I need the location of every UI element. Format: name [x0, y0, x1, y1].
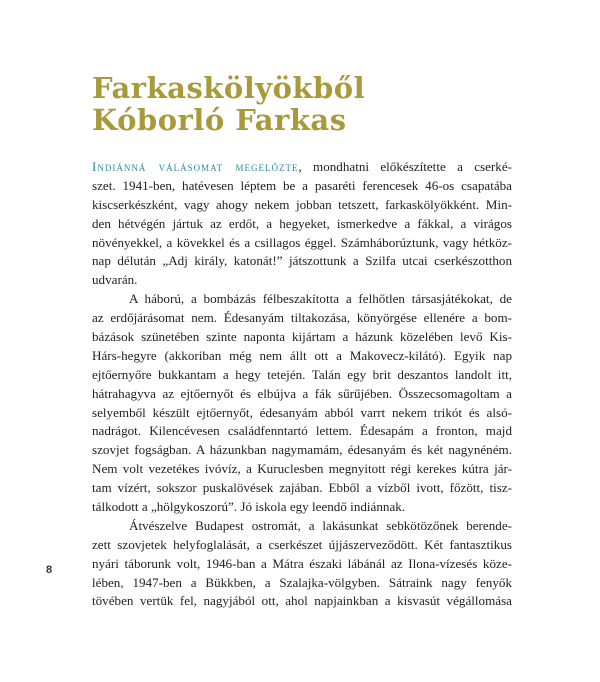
body-text [92, 158, 512, 611]
text-line: zett szovjetek helyfoglalását, a cserkészet újjászerveződött. Két fantasztikus [92, 536, 512, 552]
text-line: növényekkel, a kövekkel és a csillagos éggel. Számháborúztunk, vagy hétköz- [92, 234, 512, 250]
text-line: A háború, a bombázás félbeszakította a felhőtlen társasjátékokat, de [129, 291, 512, 307]
page-number: 8 [46, 564, 53, 576]
text-line: tövében vertük fel, nagyjából ott, ahol napjainkban a kisvasút végállomása [92, 593, 512, 609]
text-line: tam vízért, sokszor puskalövések zajában. Ebből a vízből ivott, főzött, tisz- [92, 480, 512, 496]
text-line: ejtőernyőre bukkantam a hegy tetején. Talán egy brit deszantos landolt itt, [92, 366, 512, 382]
text-line: nadrágot. Kilencévesen családfenntartó lettem. Édesapám a fronton, majd [92, 423, 512, 439]
text-line: nap délután „Adj király, katonát!” játszottunk a Szilfa utcai cserkészotthon [92, 253, 512, 269]
chapter-title [92, 72, 552, 136]
text-line: hátrahagyva az ejtőernyőt és elbújva a fák sűrűjében. Összecsomagoltam a [92, 385, 512, 401]
chapter-title-line-2: Kóborló Farkas [92, 103, 347, 137]
text-line: tálkodott a „hölgykoszorú”. Jó iskola egy leendő indiánnak. [92, 499, 406, 515]
text-line: den hétvégén jártuk az erdőt, a hegyeket, ismerkedve a fákkal, a virágos [92, 215, 512, 231]
text-line: Hárs-hegyre (akkoriban még nem állt ott a Makovecz-kilátó). Egyik nap [92, 347, 512, 363]
text-line: kiscserkészként, vagy ahogy nekem jobban tetszett, farkaskölyökként. Min- [92, 196, 512, 212]
text-line: szovjet fogságban. A házunkban nagymamám, édesanyám és két nagynéném. [92, 442, 512, 458]
text-line: selyemből készült ejtőernyőt, édesanyám abból varrt nekem trikót és alsó- [92, 404, 512, 420]
text-line: udvarán. [92, 272, 138, 288]
text-line: Nem volt vezetékes ivóvíz, a Kuruclesben megnyitott régi kerekes kútra jár- [92, 461, 512, 477]
text-line: az erdőjárásomat nem. Édesanyám tiltakozása, könyörgése ellenére a bom- [92, 310, 512, 326]
lead-in-smallcaps: Indiánná válásomat megelőzte [92, 159, 299, 174]
chapter-title-line-1: Farkaskölyökből [92, 71, 366, 105]
text-line: Indiánná válásomat megelőzte, mondhatni előkészítette a cserké- [92, 159, 512, 174]
text-line: bázások szünetében szinte naponta kijártam a házunk közelében levő Kis- [92, 329, 512, 345]
text-line: szet. 1941-ben, hatévesen léptem be a pasaréti ferencesek 46-os csapatába [92, 177, 512, 193]
text-line: lében, 1947-ben a Bükkben, a Szalajka-völgyben. Sátraink nagy fenyők [92, 574, 512, 590]
text-line: nyári táborunk volt, 1946-ban a Mátra északi lábánál az Ilona-vízesés köze- [92, 555, 512, 571]
text-line: Átvészelve Budapest ostromát, a lakásunkat sebkötözőnek berende- [129, 517, 512, 533]
